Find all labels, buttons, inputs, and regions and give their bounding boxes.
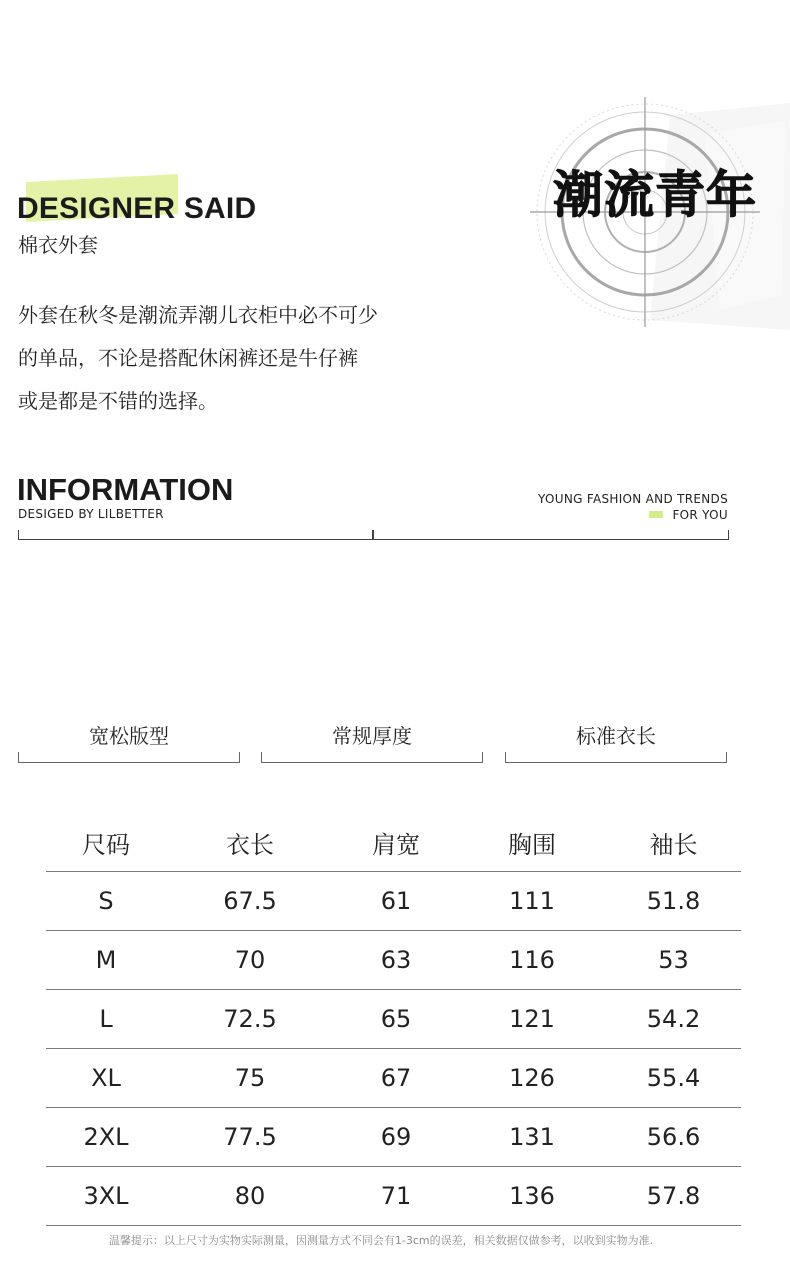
cell-sleeve: 51.8: [606, 872, 741, 931]
cell-chest: 116: [458, 931, 606, 990]
header-shoulder: 肩宽: [334, 813, 458, 872]
table-row: [46, 1167, 741, 1226]
cell-sleeve: 54.2: [606, 990, 741, 1049]
feature-length: 标准衣长: [576, 724, 656, 748]
description-line: 外套在秋冬是潮流弄潮儿衣柜中必不可少: [18, 303, 378, 327]
description-line: 或是都是不错的选择。: [18, 389, 218, 413]
cell-size: S: [46, 872, 166, 931]
product-category: 棉衣外套: [18, 233, 98, 257]
cell-sleeve: 55.4: [606, 1049, 741, 1108]
cell-chest: 121: [458, 990, 606, 1049]
cell-shoulder: 69: [334, 1108, 458, 1167]
section-bracket-divider: [18, 530, 729, 540]
cell-shoulder: 67: [334, 1049, 458, 1108]
cell-size: XL: [46, 1049, 166, 1108]
table-row: [46, 872, 741, 931]
header-chest: 胸围: [458, 813, 606, 872]
accent-bar: [649, 511, 663, 518]
table-row: [46, 931, 741, 990]
description-line: 的单品，不论是搭配休闲裤还是牛仔裤: [18, 346, 358, 370]
badge-text: 潮流青年: [553, 166, 757, 224]
cell-length: 70: [166, 931, 334, 990]
bracket-center-tick: [372, 530, 374, 540]
cell-size: 3XL: [46, 1167, 166, 1226]
feature-fit: 宽松版型: [89, 724, 169, 748]
cell-size: M: [46, 931, 166, 990]
cell-length: 67.5: [166, 872, 334, 931]
table-row: [46, 1049, 741, 1108]
designer-said-title: DESIGNER SAID: [17, 192, 257, 225]
product-description: [18, 294, 478, 423]
measurement-note: 温馨提示：以上尺寸为实物实际测量，因测量方式不同会有1-3cm的误差，相关数据仅做参考，以收到实物为准.: [108, 1234, 654, 1247]
header-sleeve: 袖长: [606, 813, 741, 872]
cell-chest: 136: [458, 1167, 606, 1226]
cell-shoulder: 63: [334, 931, 458, 990]
cell-length: 77.5: [166, 1108, 334, 1167]
information-title: INFORMATION: [17, 472, 234, 507]
cell-size: 2XL: [46, 1108, 166, 1167]
trend-tagline-line2: FOR YOU: [672, 508, 728, 522]
circle-badge: [520, 95, 790, 330]
size-table-header: [46, 813, 741, 872]
size-table: [46, 813, 741, 1226]
trend-tagline-line1: YOUNG FASHION AND TRENDS: [538, 492, 728, 506]
cell-length: 80: [166, 1167, 334, 1226]
cell-chest: 126: [458, 1049, 606, 1108]
cell-sleeve: 53: [606, 931, 741, 990]
information-subtitle: DESIGED BY LILBETTER: [18, 507, 164, 521]
table-row: [46, 990, 741, 1049]
cell-length: 75: [166, 1049, 334, 1108]
cell-shoulder: 65: [334, 990, 458, 1049]
header-length: 衣长: [166, 813, 334, 872]
cell-chest: 131: [458, 1108, 606, 1167]
header-size: 尺码: [46, 813, 166, 872]
cell-sleeve: 57.8: [606, 1167, 741, 1226]
table-row: [46, 1108, 741, 1167]
cell-shoulder: 71: [334, 1167, 458, 1226]
feature-underline: [261, 752, 483, 763]
cell-chest: 111: [458, 872, 606, 931]
cell-sleeve: 56.6: [606, 1108, 741, 1167]
cell-shoulder: 61: [334, 872, 458, 931]
feature-underline: [505, 752, 727, 763]
cell-length: 72.5: [166, 990, 334, 1049]
feature-underline: [18, 752, 240, 763]
feature-thickness: 常规厚度: [332, 724, 412, 748]
cell-size: L: [46, 990, 166, 1049]
